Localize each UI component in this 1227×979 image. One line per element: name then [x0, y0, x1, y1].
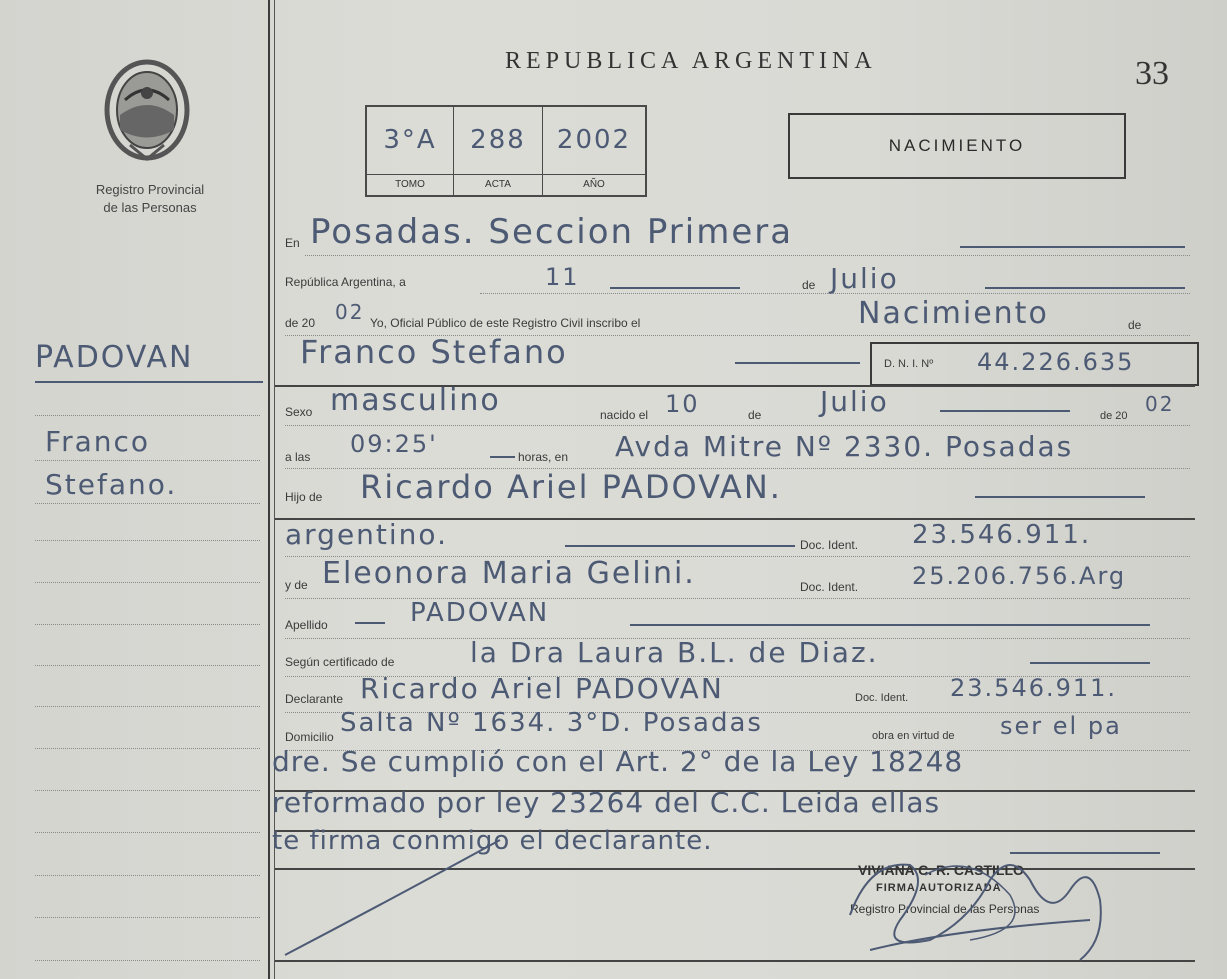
margin-line	[35, 415, 260, 416]
de20-label: de 20	[1100, 410, 1128, 422]
birth-month-value: Julio	[820, 385, 889, 418]
note-line-1: dre. Se cumplió con el Art. 2° de la Ley 18248	[272, 745, 964, 778]
hijo-label: Hijo de	[285, 490, 323, 504]
apellido-dash	[355, 622, 385, 624]
margin-line	[35, 582, 260, 583]
place-value: Posadas. Seccion Primera	[310, 212, 794, 252]
horas-label: horas, en	[518, 450, 569, 464]
sexo-label: Sexo	[285, 405, 313, 419]
de2-label: de	[748, 408, 762, 422]
nationality-dash	[565, 545, 795, 547]
tomo-label: TOMO	[367, 174, 453, 195]
year-suffix-value: 02	[335, 300, 365, 324]
margin-line	[35, 706, 260, 707]
year-prefix-label: de 20	[285, 316, 316, 330]
page-number: 33	[1135, 55, 1169, 92]
apellido-value: PADOVAN	[410, 598, 550, 628]
ano-cell	[543, 107, 645, 195]
tomo-value: 3°A	[383, 125, 437, 155]
birth-month-dash	[940, 410, 1070, 412]
country-heading: REPUBLICA ARGENTINA	[505, 48, 877, 74]
margin-line	[35, 748, 260, 749]
margin-line	[35, 832, 260, 833]
father-nationality-value: argentino.	[285, 518, 448, 551]
record-reference-box	[365, 105, 647, 197]
father-doc-label: Doc. Ident.	[800, 538, 859, 552]
registry-title-line2: de las Personas	[103, 200, 197, 215]
margin-line	[35, 790, 260, 791]
birth-year-value: 02	[1145, 392, 1175, 416]
certificate-dash	[1030, 662, 1150, 664]
signature-icon	[270, 820, 1190, 979]
month-value: Julio	[830, 262, 899, 295]
obra-label: obra en virtud de	[872, 730, 955, 742]
republica-label: República Argentina, a	[285, 275, 406, 289]
en-label: En	[285, 236, 300, 250]
registry-title-line1: Registro Provincial	[95, 182, 205, 197]
domicilio-label: Domicilio	[285, 730, 334, 744]
sexo-value: masculino	[330, 383, 501, 418]
margin-line	[35, 624, 260, 625]
stamp-office: Registro Provincial de las Personas	[850, 902, 1040, 916]
declarante-doc-label: Doc. Ident.	[855, 692, 909, 704]
ano-value: 2002	[556, 125, 632, 155]
father-doc-value: 23.546.911.	[912, 520, 1092, 550]
form-line	[305, 255, 1190, 256]
certificate-by-value: la Dra Laura B.L. de Diaz.	[470, 636, 879, 669]
acta-value: 288	[470, 125, 526, 155]
month-dash	[985, 287, 1185, 289]
time-dash	[490, 456, 515, 458]
ano-label: AÑO	[543, 174, 645, 195]
margin-line	[35, 665, 260, 666]
provincial-seal-icon	[100, 55, 195, 165]
father-name-value: Ricardo Ariel PADOVAN.	[360, 468, 782, 506]
father-dash	[975, 496, 1145, 498]
margin-line	[35, 503, 260, 504]
declarante-label: Declarante	[285, 692, 344, 706]
dni-value: 44.226.635	[977, 348, 1135, 376]
note-line-3: te firma conmigo el declarante.	[272, 826, 713, 856]
form-line	[480, 293, 1190, 294]
margin-line	[35, 460, 260, 461]
event-de-label: de	[1128, 318, 1142, 332]
apellido-label: Apellido	[285, 618, 328, 632]
acta-label: ACTA	[454, 174, 542, 195]
obra-value: ser el pa	[1000, 712, 1122, 740]
note-line-2: reformado por ley 23264 del C.C. Leida ellas	[272, 786, 941, 819]
domicilio-value: Salta Nº 1634. 3°D. Posadas	[340, 708, 763, 738]
margin-line	[35, 875, 260, 876]
margin-given-name-1: Franco	[45, 425, 151, 458]
child-name-dash	[735, 362, 860, 364]
margin-underline	[35, 381, 263, 383]
y-de-label: y de	[285, 578, 308, 592]
segun-label: Según certificado de	[285, 655, 395, 669]
nacido-label: nacido el	[600, 408, 649, 422]
birth-place-value: Avda Mitre Nº 2330. Posadas	[615, 430, 1074, 463]
margin-line	[35, 917, 260, 918]
margin-given-name-2: Stefano.	[45, 468, 178, 501]
day-dash	[610, 287, 740, 289]
acta-cell	[454, 107, 543, 195]
act-type-box: NACIMIENTO	[788, 113, 1126, 179]
a-las-label: a las	[285, 450, 311, 464]
declarante-name-value: Ricardo Ariel PADOVAN	[360, 672, 724, 705]
time-value: 09:25'	[350, 430, 438, 458]
stamp-name: VIVIANA C. R. CASTILLO	[858, 862, 1024, 878]
place-dash	[960, 246, 1185, 248]
margin-surname: PADOVAN	[35, 340, 194, 375]
margin-line	[35, 960, 260, 961]
margin-line	[35, 540, 260, 541]
oficial-text: Yo, Oficial Público de este Registro Civil inscribo el	[370, 316, 641, 330]
event-value: Nacimiento	[858, 296, 1049, 331]
day-value: 11	[545, 263, 580, 291]
tomo-cell	[367, 107, 454, 195]
mother-name-value: Eleonora Maria Gelini.	[322, 556, 696, 591]
stamp-role: FIRMA AUTORIZADA	[876, 882, 1002, 894]
form-line	[285, 425, 1190, 426]
apellido-long-dash	[630, 624, 1150, 626]
de-label: de	[802, 278, 816, 292]
child-name-value: Franco Stefano	[300, 333, 568, 371]
dni-box	[870, 342, 1199, 386]
declarante-doc-value: 23.546.911.	[950, 674, 1118, 702]
mother-doc-value: 25.206.756.Arg	[912, 562, 1127, 590]
dni-label: D. N. I. Nº	[884, 358, 934, 370]
mother-doc-label: Doc. Ident.	[800, 580, 859, 594]
birth-day-value: 10	[665, 390, 700, 418]
